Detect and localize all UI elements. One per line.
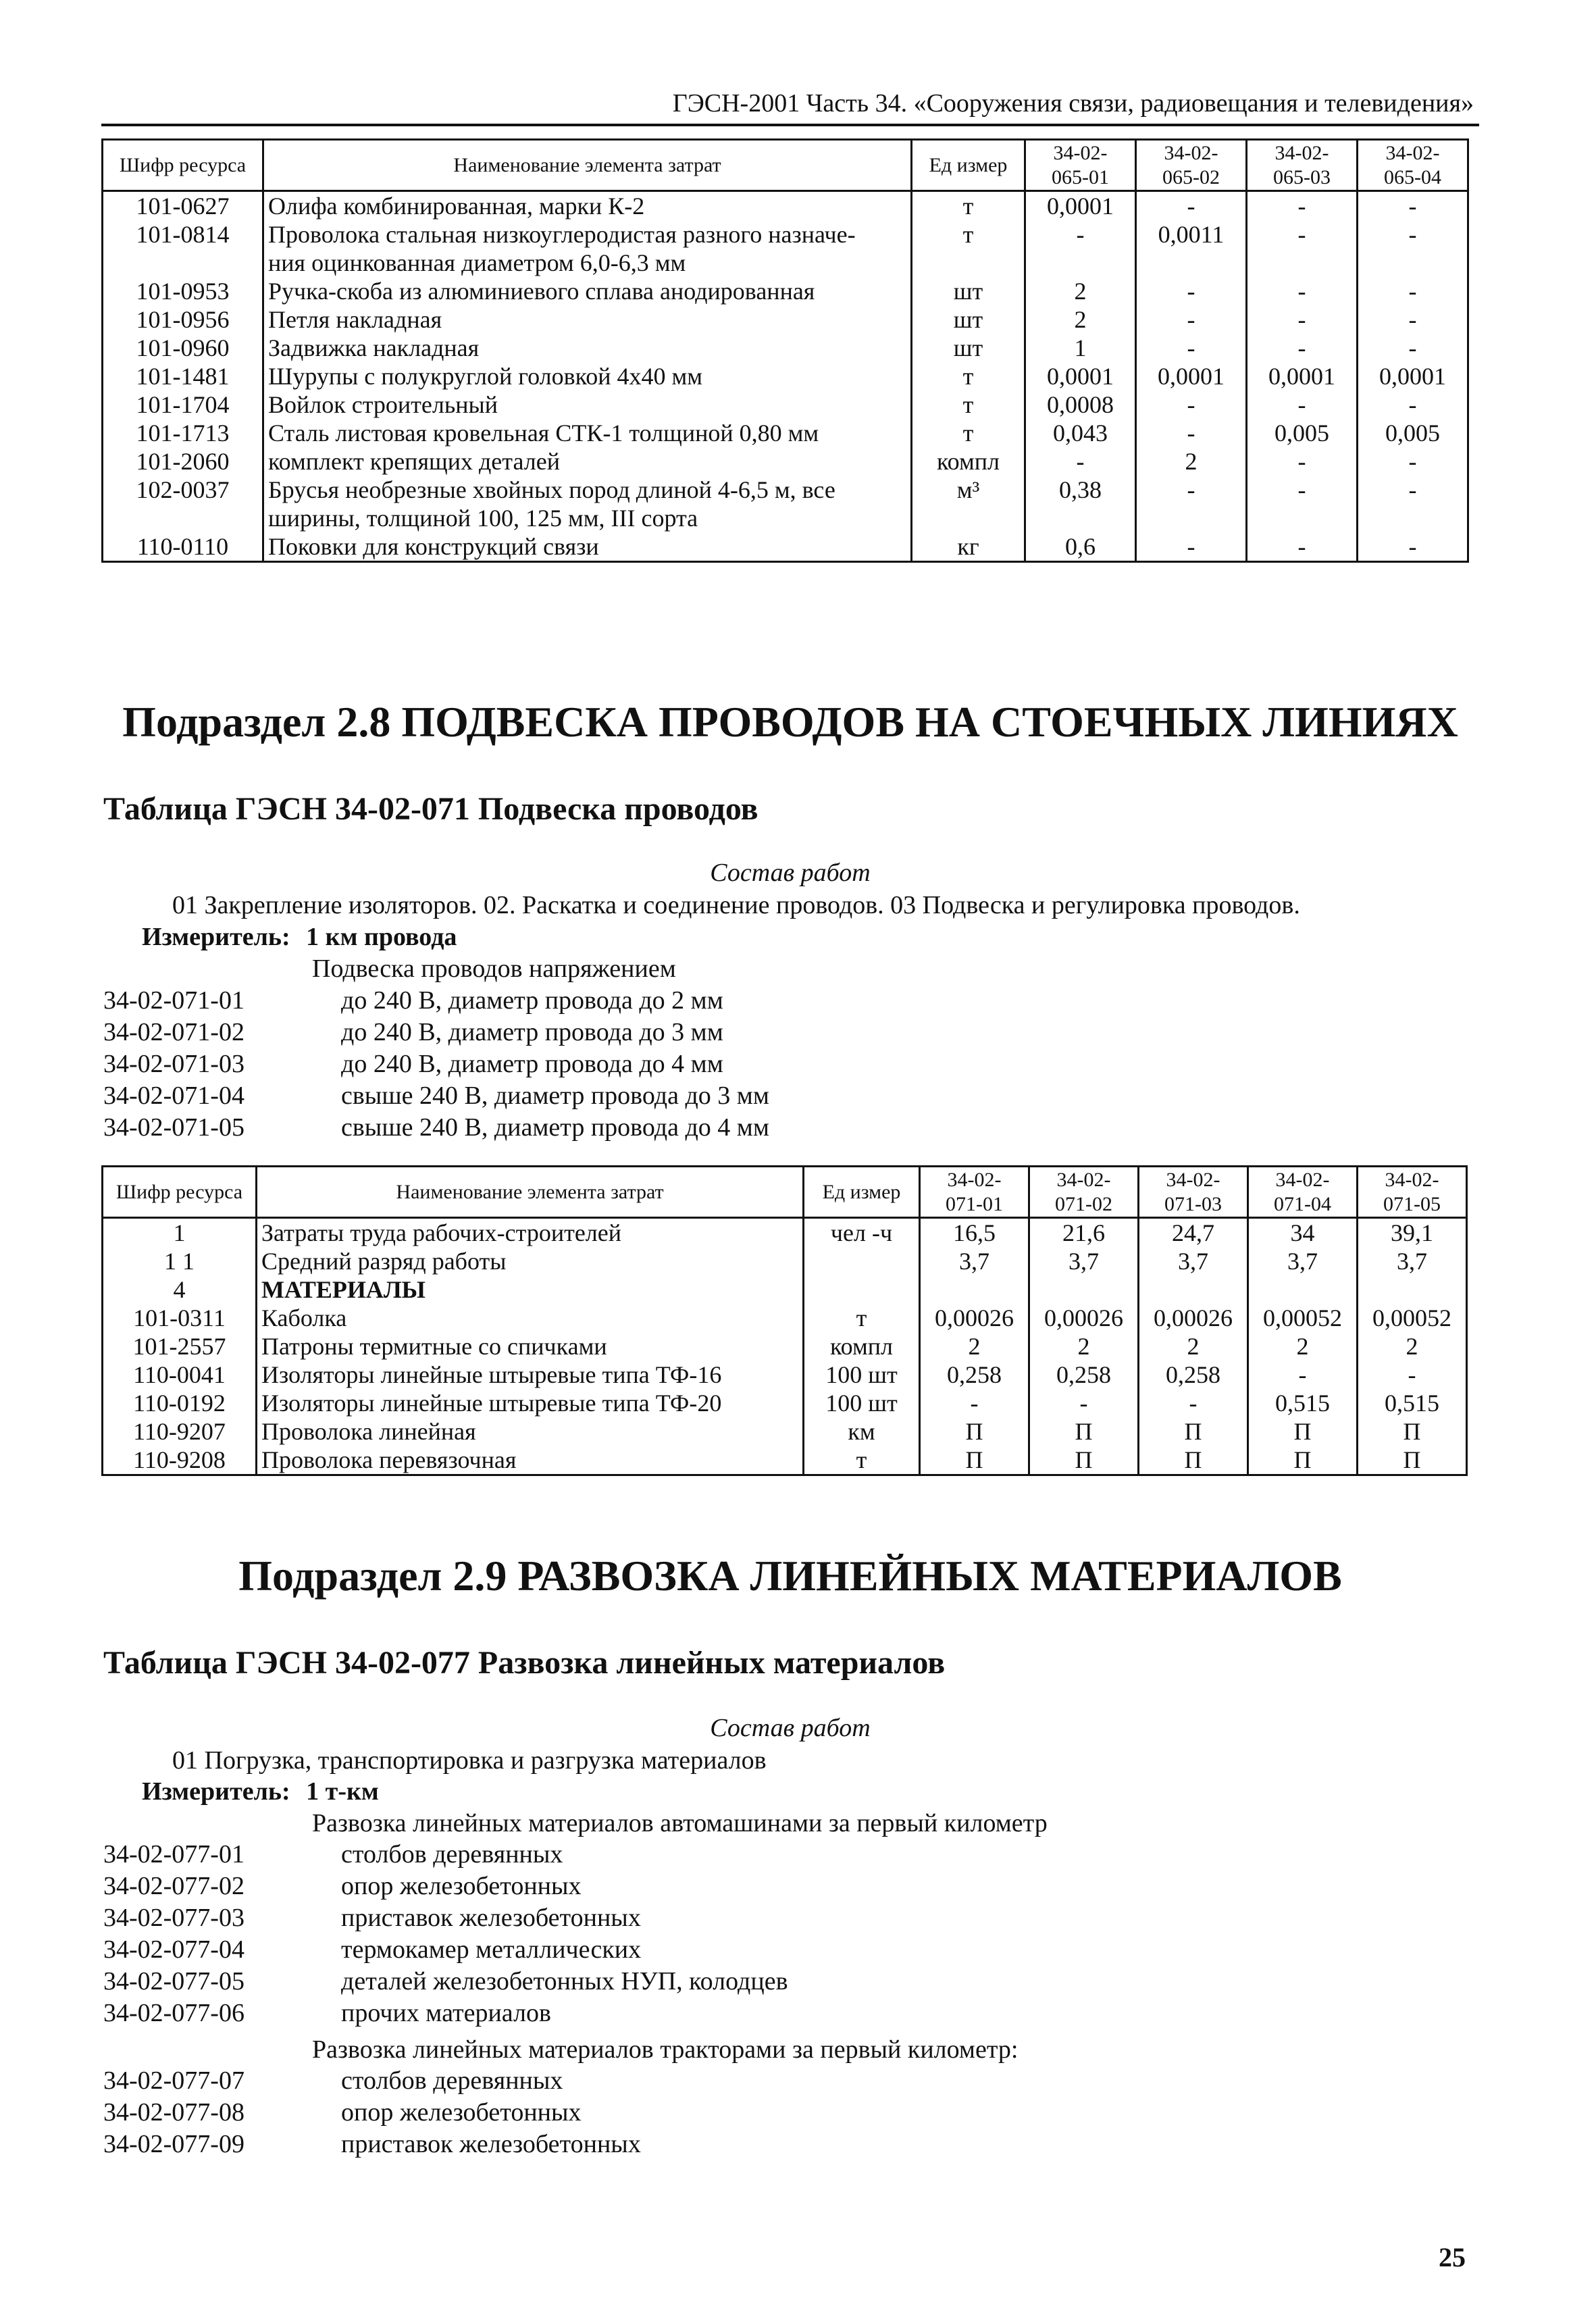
group1-title-077: Развозка линейных материалов автомашинами за первый километр [312,1809,1048,1837]
resource-unit [804,1275,920,1304]
norm-value: - [1136,532,1247,562]
resource-name: Патроны термитные со спичками [257,1332,804,1361]
resource-name: Поковки для конструкций связи [263,532,912,562]
norm-value: 0,0001 [1025,362,1136,390]
norm-value: 2 [920,1332,1029,1361]
column-header: Наименование элемента затрат [257,1167,804,1218]
resource-unit: чел -ч [804,1218,920,1248]
resource-unit: шт [912,305,1025,334]
norm-value: - [1358,277,1468,305]
table-071-title: Таблица ГЭСН 34-02-071 Подвеска проводов [103,791,758,827]
norm-code: 34-02-077-03 [103,1904,244,1932]
resource-unit: компл [804,1332,920,1361]
resource-name: Проволока линейная [257,1417,804,1446]
resource-name: Петля накладная [263,305,912,334]
resource-unit: шт [912,277,1025,305]
norm-value: - [1247,305,1358,334]
norm-value: 3,7 [1248,1247,1358,1275]
page-number: 25 [1439,2242,1466,2272]
resource-code: 110-0192 [103,1389,257,1417]
norm-value: - [1358,476,1468,532]
resource-code: 101-0956 [103,305,263,334]
sostav-text-077: 01 Погрузка, транспортировка и разгрузка материалов [172,1746,767,1775]
table-row [103,277,1468,305]
column-header: Шифр ресурса [103,1167,257,1218]
norm-value: - [1247,476,1358,532]
norm-code: 34-02-071-01 [103,986,244,1015]
norm-description: опор железобетонных [341,2098,582,2127]
norm-value: 0,00026 [920,1304,1029,1332]
section-2-9-title: Подраздел 2.9 РАЗВОЗКА ЛИНЕЙНЫХ МАТЕРИАЛОВ [238,1552,1342,1600]
norm-value: - [1136,419,1247,447]
column-header: Шифр ресурса [103,140,263,191]
norm-value: - [1247,447,1358,476]
resource-name: Олифа комбинированная, марки К-2 [263,191,912,221]
resource-name: Задвижка накладная [263,334,912,362]
sostav-label-071: Состав работ [710,859,871,887]
resource-name: Средний разряд работы [257,1247,804,1275]
norm-value: П [1029,1417,1139,1446]
norm-value: - [1247,390,1358,419]
table-row [103,532,1468,562]
norm-value: - [920,1389,1029,1417]
norm-value: - [1247,277,1358,305]
section-2-8-title: Подраздел 2.8 ПОДВЕСКА ПРОВОДОВ НА СТОЕЧНЫХ ЛИНИЯХ [122,698,1458,746]
norm-description: до 240 В, диаметр провода до 2 мм [341,986,723,1015]
column-header: Ед измер [804,1167,920,1218]
table-row [103,1304,1467,1332]
header-title: ГЭСН-2001 Часть 34. «Сооружения связи, радиовещания и телевидения» [672,89,1474,118]
norm-code: 34-02-077-09 [103,2130,244,2158]
resource-unit: т [912,362,1025,390]
norm-value: 0,258 [1139,1361,1248,1389]
norm-value: 2 [1136,447,1247,476]
resource-unit: т [804,1446,920,1475]
column-header: 34-02- 071-04 [1248,1167,1358,1218]
norm-value: 0,258 [1029,1361,1139,1389]
resource-code: 101-0311 [103,1304,257,1332]
norm-description: термокамер металлических [341,1935,642,1964]
norm-value: - [1247,532,1358,562]
norm-value: П [920,1417,1029,1446]
resource-code: 102-0037 [103,476,263,532]
norm-value: 0,0011 [1136,220,1247,277]
table-row [103,1417,1467,1446]
norm-value: - [1136,305,1247,334]
norm-value: 3,7 [1029,1247,1139,1275]
resource-code: 101-1481 [103,362,263,390]
norm-code: 34-02-077-06 [103,1999,244,2027]
norm-value: 0,043 [1025,419,1136,447]
resource-name: комплект крепящих деталей [263,447,912,476]
column-header: 34-02- 065-02 [1136,140,1247,191]
norm-value: 0,00026 [1139,1304,1248,1332]
resource-unit: т [912,191,1025,221]
table-row [103,1389,1467,1417]
norm-code: 34-02-077-04 [103,1935,244,1964]
norm-value: П [1358,1446,1467,1475]
norm-value [1139,1275,1248,1304]
table-row [103,1247,1467,1275]
norm-description: приставок железобетонных [341,2130,641,2158]
norm-value: - [1358,532,1468,562]
norm-value: - [1358,390,1468,419]
resource-table-065 [101,138,1469,563]
table-077-title: Таблица ГЭСН 34-02-077 Развозка линейных материалов [103,1645,946,1681]
resource-code: 110-0110 [103,532,263,562]
norm-value: 0,0008 [1025,390,1136,419]
resource-code: 101-1704 [103,390,263,419]
norm-value: - [1136,390,1247,419]
table-row [103,476,1468,532]
column-header: 34-02- 065-03 [1247,140,1358,191]
norm-value: П [920,1446,1029,1475]
resource-name: Изоляторы линейные штыревые типа ТФ-16 [257,1361,804,1389]
norm-value: 0,00052 [1358,1304,1467,1332]
resource-unit: компл [912,447,1025,476]
norm-description: опор железобетонных [341,1872,582,1900]
norm-code: 34-02-077-07 [103,2066,244,2095]
norm-value: 0,515 [1248,1389,1358,1417]
norm-description: свыше 240 В, диаметр провода до 4 мм [341,1113,769,1142]
norm-value: - [1358,220,1468,277]
resource-unit [804,1247,920,1275]
norm-value: 2 [1358,1332,1467,1361]
norm-code: 34-02-077-05 [103,1967,244,1996]
resource-code: 101-0960 [103,334,263,362]
norm-value: 0,258 [920,1361,1029,1389]
norm-value [1248,1275,1358,1304]
norm-value: - [1247,220,1358,277]
table-row [103,334,1468,362]
norm-value: - [1136,476,1247,532]
norm-value: - [1136,277,1247,305]
norm-code: 34-02-071-04 [103,1082,244,1110]
table-row [103,220,1468,277]
group2-title-077: Развозка линейных материалов тракторами за первый километр: [312,2035,1019,2064]
norm-description: деталей железобетонных НУП, колодцев [341,1967,788,1996]
norm-value: - [1139,1389,1248,1417]
norm-value: 0,6 [1025,532,1136,562]
norm-value: - [1247,191,1358,221]
norm-value [1029,1275,1139,1304]
norm-description: прочих материалов [341,1999,551,2027]
norm-value: П [1248,1417,1358,1446]
norm-value: - [1029,1389,1139,1417]
meter-071 [142,922,457,952]
norm-value: 0,0001 [1247,362,1358,390]
norm-value: П [1358,1417,1467,1446]
norm-value: - [1358,334,1468,362]
resource-name: Шурупы с полукруглой головкой 4х40 мм [263,362,912,390]
resource-name: МАТЕРИАЛЫ [257,1275,804,1304]
table-row [103,1446,1467,1475]
norm-value: 0,005 [1358,419,1468,447]
column-header: 34-02- 071-01 [920,1167,1029,1218]
norm-description: до 240 В, диаметр провода до 3 мм [341,1018,723,1046]
norm-value: 2 [1025,277,1136,305]
norm-value: 1 [1025,334,1136,362]
norm-code: 34-02-077-02 [103,1872,244,1900]
norm-value: - [1247,334,1358,362]
norm-value: 0,0001 [1025,191,1136,221]
norm-value: 0,515 [1358,1389,1467,1417]
table-row [103,1275,1467,1304]
table-row [103,1361,1467,1389]
column-header: Наименование элемента затрат [263,140,912,191]
norm-value: - [1358,305,1468,334]
norm-value: - [1025,447,1136,476]
table-row [103,1218,1467,1248]
resource-unit: т [804,1304,920,1332]
resource-unit: км [804,1417,920,1446]
norm-code: 34-02-077-08 [103,2098,244,2127]
resource-code: 101-2557 [103,1332,257,1361]
norm-value: 3,7 [1358,1247,1467,1275]
norm-value: 34 [1248,1218,1358,1248]
resource-code: 101-0627 [103,191,263,221]
norm-value: 2 [1139,1332,1248,1361]
column-header: 34-02- 071-05 [1358,1167,1467,1218]
norm-value: - [1136,334,1247,362]
sostav-label-077: Состав работ [710,1714,871,1742]
resource-unit: шт [912,334,1025,362]
resource-name: Проволока стальная низкоуглеродистая разного назначе- ния оцинкованная диаметром 6,0-6,3 мм [263,220,912,277]
resource-code: 4 [103,1275,257,1304]
meter-label: Измеритель: [142,923,290,951]
norm-value: 21,6 [1029,1218,1139,1248]
table-row [103,390,1468,419]
meter-value: 1 км провода [306,923,457,951]
norm-description: приставок железобетонных [341,1904,641,1932]
table-row [103,362,1468,390]
resource-code: 110-9207 [103,1417,257,1446]
resource-unit: 100 шт [804,1361,920,1389]
resource-name: Войлок строительный [263,390,912,419]
norm-value: 0,0001 [1358,362,1468,390]
norm-value: 3,7 [1139,1247,1248,1275]
norm-value: П [1139,1417,1248,1446]
meter-077 [142,1777,379,1806]
group-title-071: Подвеска проводов напряжением [312,955,676,983]
resource-name: Брусья необрезные хвойных пород длиной 4-6,5 м, все ширины, толщиной 100, 125 мм, III сорта [263,476,912,532]
running-header [101,86,1479,126]
norm-description: свыше 240 В, диаметр провода до 3 мм [341,1082,769,1110]
norm-description: столбов деревянных [341,1840,563,1869]
resource-unit: т [912,390,1025,419]
resource-name: Сталь листовая кровельная СТК-1 толщиной 0,80 мм [263,419,912,447]
meter-value: 1 т-км [306,1777,379,1806]
column-header: Ед измер [912,140,1025,191]
norm-code: 34-02-071-03 [103,1050,244,1078]
column-header: 34-02- 071-03 [1139,1167,1248,1218]
resource-name: Ручка-скоба из алюминиевого сплава анодированная [263,277,912,305]
meter-label: Измеритель: [142,1777,290,1806]
resource-name: Каболка [257,1304,804,1332]
norm-value: 24,7 [1139,1218,1248,1248]
norm-description: до 240 В, диаметр провода до 4 мм [341,1050,723,1078]
resource-code: 110-0041 [103,1361,257,1389]
norm-value: 0,38 [1025,476,1136,532]
norm-value: 0,005 [1247,419,1358,447]
norm-value: - [1358,447,1468,476]
norm-value: 0,0001 [1136,362,1247,390]
resource-code: 101-0953 [103,277,263,305]
table-row [103,305,1468,334]
norm-value: 2 [1025,305,1136,334]
column-header: 34-02- 065-04 [1358,140,1468,191]
norm-value [920,1275,1029,1304]
norm-value: - [1248,1361,1358,1389]
resource-unit: т [912,220,1025,277]
norm-value: П [1139,1446,1248,1475]
resource-code: 101-2060 [103,447,263,476]
resource-code: 101-0814 [103,220,263,277]
column-header: 34-02- 071-02 [1029,1167,1139,1218]
resource-unit: м³ [912,476,1025,532]
norm-value: 39,1 [1358,1218,1467,1248]
norm-description: столбов деревянных [341,2066,563,2095]
norm-value: П [1248,1446,1358,1475]
norm-value [1358,1275,1467,1304]
norm-value: - [1358,191,1468,221]
resource-code: 110-9208 [103,1446,257,1475]
norm-code: 34-02-071-05 [103,1113,244,1142]
resource-unit: т [912,419,1025,447]
norm-value: - [1136,191,1247,221]
norm-value: 2 [1248,1332,1358,1361]
table-row [103,447,1468,476]
resource-code: 1 [103,1218,257,1248]
norm-value: 0,00026 [1029,1304,1139,1332]
norm-value: 2 [1029,1332,1139,1361]
resource-name: Проволока перевязочная [257,1446,804,1475]
resource-name: Изоляторы линейные штыревые типа ТФ-20 [257,1389,804,1417]
column-header: 34-02- 065-01 [1025,140,1136,191]
norm-code: 34-02-071-02 [103,1018,244,1046]
resource-unit: 100 шт [804,1389,920,1417]
norm-value: - [1025,220,1136,277]
norm-value: - [1358,1361,1467,1389]
resource-code: 1 1 [103,1247,257,1275]
resource-unit: кг [912,532,1025,562]
table-row [103,1332,1467,1361]
norm-value: П [1029,1446,1139,1475]
resource-name: Затраты труда рабочих-строителей [257,1218,804,1248]
table-row [103,191,1468,221]
norm-value: 3,7 [920,1247,1029,1275]
norm-code: 34-02-077-01 [103,1840,244,1869]
norm-value: 0,00052 [1248,1304,1358,1332]
sostav-text-071: 01 Закрепление изоляторов. 02. Раскатка и соединение проводов. 03 Подвеска и регулировка проводов. [172,891,1300,919]
resource-code: 101-1713 [103,419,263,447]
table-row [103,419,1468,447]
norm-value: 16,5 [920,1218,1029,1248]
resource-table-071 [101,1165,1468,1476]
